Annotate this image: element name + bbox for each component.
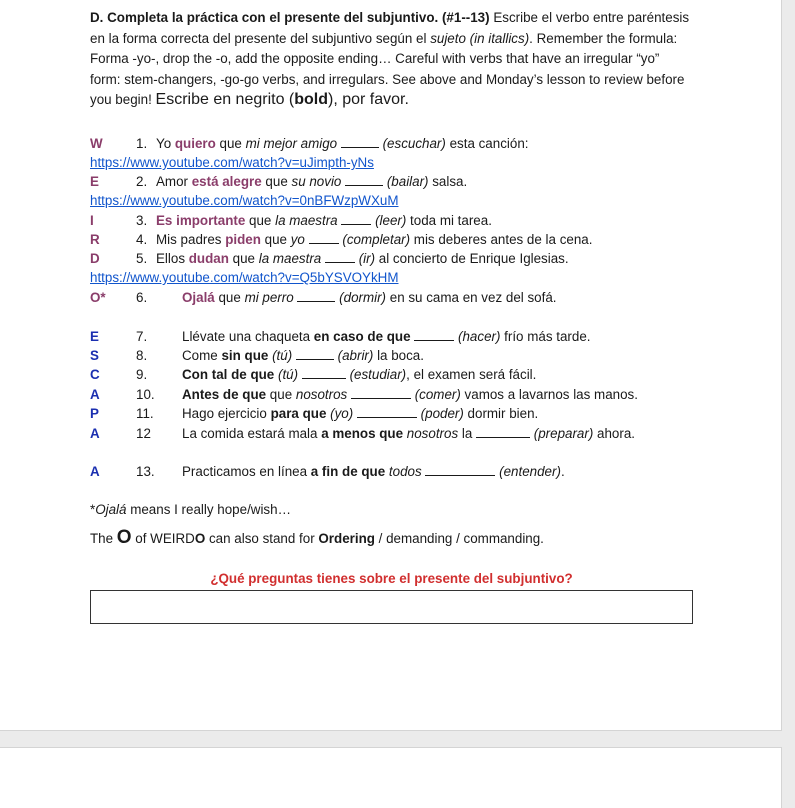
bold-request: Escribe en negrito (bold), por favor. <box>155 91 409 109</box>
song-link-1[interactable]: https://www.youtube.com/watch?v=uJimpth-yNs <box>90 155 374 170</box>
acrostic-letter: W <box>90 136 103 151</box>
item-number: 1. <box>136 136 148 151</box>
song-link-3[interactable]: https://www.youtube.com/watch?v=Q5bYSVOYkHM <box>90 270 399 285</box>
answer-blank[interactable] <box>297 290 335 302</box>
answer-blank[interactable] <box>341 136 379 148</box>
acrostic-letter: E <box>90 174 99 189</box>
question-prompt: ¿Qué preguntas tienes sobre el presente del subjuntivo? <box>210 571 573 586</box>
answer-blank[interactable] <box>309 232 339 244</box>
instructions: D. Completa la práctica con el presente del subjuntivo. (#1--13) Escribe el verbo entre paréntesis en la forma correcta del presente del subjuntivo según el sujeto (in itallics). Remember the formula: Forma -yo-, drop the -o, add the opposite ending… Careful with verbs that have an irregular “yo” form: stem-changers, -go-go verbs, and irregulars. See above and Monday’s lesson to review before you begin! Escribe en negrito (bold), por favor. <box>90 10 690 109</box>
exercise-heading: D. Completa la práctica con el presente del subjuntivo. (#1--13) <box>90 10 490 25</box>
answer-blank[interactable] <box>325 251 355 263</box>
answer-blank[interactable] <box>425 464 495 476</box>
answer-blank[interactable] <box>296 348 334 360</box>
next-page <box>0 747 782 808</box>
sujeto-note: sujeto (in itallics) <box>430 30 530 46</box>
answer-blank[interactable] <box>414 329 454 341</box>
question-answer-box[interactable] <box>90 590 693 624</box>
ojala-footnote: *Ojalá means I really hope/wish… <box>90 502 291 517</box>
answer-blank[interactable] <box>345 174 383 186</box>
answer-blank[interactable] <box>341 213 371 225</box>
exercise-content: D. Completa la práctica con el presente del subjuntivo. (#1--13) Escribe el verbo entre paréntesis en la forma correcta del presente del subjuntivo según el sujeto (in itallics). Remember the formula: Forma -yo-, drop the -o, add the opposite ending… Careful with verbs that have an irregular “yo” form: stem-changers, -go-go verbs, and irregulars. See above and Monday’s lesson to review before you begin! Escribe en negrito (bold), por favor. W 1. Yo quiero que mi mejor amigo (escuchar) esta canción: https://www.youtube.com/watch?v=uJimpth-yNs E 2. Amor está alegre que su novio (bailar) salsa. https://www.youtube.com/watch?v=0nBFWzpWXuM I 3. Es importante que la maestra (leer) toda mi tarea. R 4. Mis padres piden que yo (completar) mis deberes antes de la cena. D 5. Ellos dudan que la maestra (ir) al concierto de Enrique Iglesias. https://www.youtube.com/watch?v=Q5bYSVOYkHM O* 6. Ojalá que mi perro (dormir) en su cama en vez del sofá. E 7. Llévate una chaqueta en caso de que (hacer) frío más tarde. S 8. Come sin que (tú) (abrir) la boca. C 9. Con tal de que (tú) (estudiar), el examen será fácil. A 10. Antes de que que nosotros (comer) vamos a lavarnos las manos. P 11. Hago ejercicio para que (yo) (poder) dormir bien. A 12 La comida estará mala a menos que nosotros la (preparar) ahora. A 13. Practicamos en línea a fin de que todos (entender). *Ojalá means I really hope/wish… The O of WEIRDO can also stand for Ordering / demanding / commanding. ¿Qué preguntas tienes sobre el presente del subjuntivo? <box>90 8 690 111</box>
song-link-2[interactable]: https://www.youtube.com/watch?v=0nBFWzpWXuM <box>90 193 399 208</box>
answer-blank[interactable] <box>476 426 530 438</box>
weirdo-note: The O of WEIRDO can also stand for Ordering / demanding / commanding. <box>90 527 544 548</box>
answer-blank[interactable] <box>302 367 346 379</box>
answer-blank[interactable] <box>357 406 417 418</box>
answer-blank[interactable] <box>351 387 411 399</box>
